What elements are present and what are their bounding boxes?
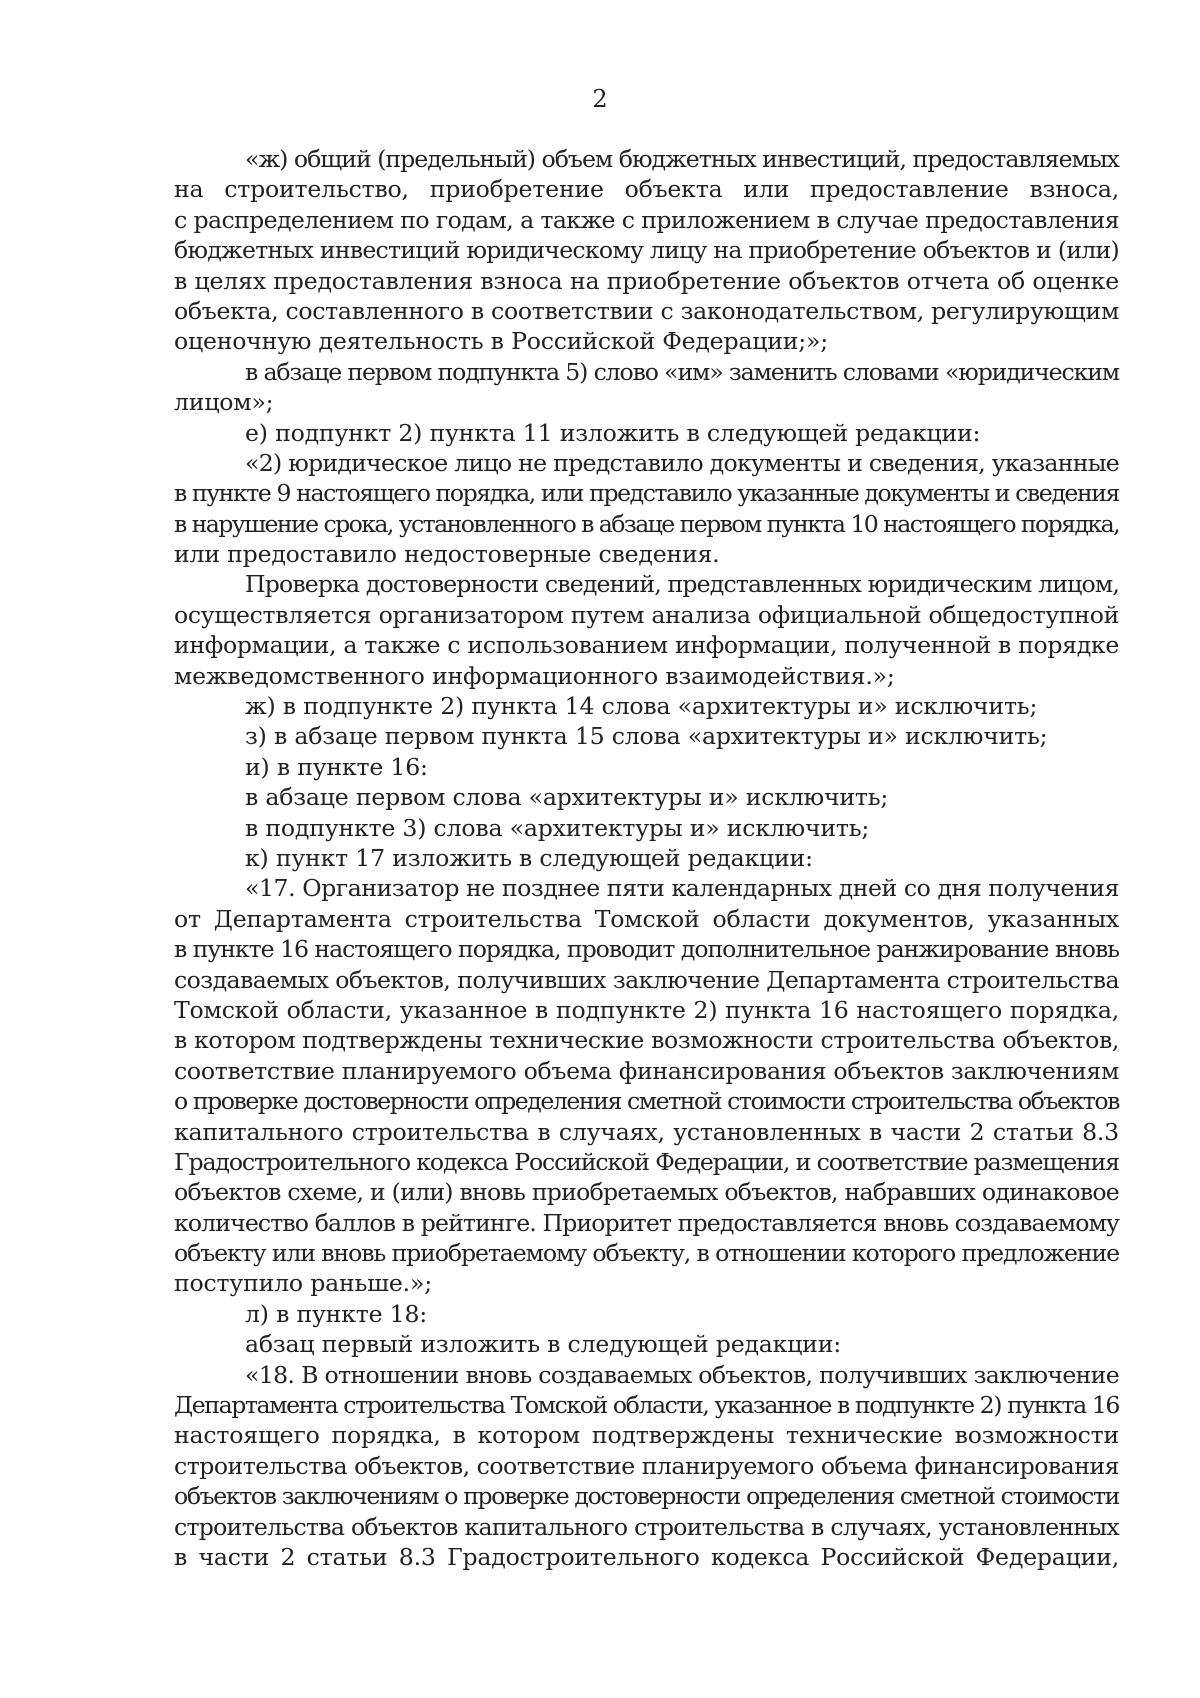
text-line: объекта, составленного в соответствии с законодательством, регулирующим (174, 296, 1119, 325)
text-line: в пункте 16 настоящего порядка, проводит дополнительное ранжирование вновь (174, 935, 1119, 964)
text-line: в котором подтверждены технические возможности строительства объектов, (174, 1026, 1120, 1055)
text-line: с распределением по годам, а также с приложением в случае предоставления (174, 205, 1120, 234)
text-line: или предоставило недостоверные сведения. (174, 540, 720, 569)
text-line: поступило раньше.»; (174, 1269, 432, 1298)
text-line: к) пункт 17 изложить в следующей редакции: (245, 843, 813, 872)
text-line: оценочную деятельность в Российской Федерации;»; (174, 327, 828, 356)
text-line: в части 2 статьи 8.3 Градостроительного кодекса Российской Федерации, (174, 1542, 1119, 1571)
text-line: «17. Организатор не позднее пяти календарных дней со дня получения (245, 874, 1120, 903)
text-line: ж) в подпункте 2) пункта 14 слова «архитектуры и» исключить; (245, 692, 1038, 721)
text-line: Проверка достоверности сведений, представленных юридическим лицом, (245, 570, 1119, 599)
text-line: з) в абзаце первом пункта 15 слова «архитектуры и» исключить; (245, 722, 1048, 751)
text-line: настоящего порядка, в котором подтверждены технические возможности (174, 1421, 1119, 1450)
text-line: объектов заключениям о проверке достоверности определения сметной стоимости (174, 1482, 1120, 1511)
text-line: объектов схеме, и (или) вновь приобретаемых объектов, набравших одинаковое (174, 1178, 1120, 1207)
text-line: в пункте 9 настоящего порядка, или представило указанные документы и сведения (174, 479, 1119, 508)
text-line: капитального строительства в случаях, установленных в части 2 статьи 8.3 (174, 1117, 1119, 1146)
text-line: строительства объектов, соответствие планируемого объема финансирования (174, 1451, 1120, 1480)
text-line: «ж) общий (предельный) объем бюджетных инвестиций, предоставляемых (245, 145, 1119, 173)
text-line: в абзаце первом подпункта 5) слово «им» заменить словами «юридическим (245, 357, 1119, 386)
text-line: бюджетных инвестиций юридическому лицу на приобретение объектов и (или) (174, 236, 1119, 265)
text-line: информации, а также с использованием информации, полученной в порядке (174, 631, 1119, 660)
text-line: е) подпункт 2) пункта 11 изложить в следующей редакции: (245, 418, 981, 447)
text-line: Томской области, указанное в подпункте 2) пункта 16 настоящего порядка, (174, 995, 1120, 1024)
text-line: межведомственного информационного взаимодействия.»; (174, 661, 895, 690)
text-line: в нарушение срока, установленного в абзаце первом пункта 10 настоящего порядка, (174, 509, 1119, 538)
text-line: в целях предоставления взноса на приобретение объектов отчета об оценке (174, 266, 1119, 295)
text-line: на строительство, приобретение объекта или предоставление взноса, (174, 175, 1120, 204)
text-line: строительства объектов капитального строительства в случаях, установленных (174, 1512, 1120, 1541)
text-line: «18. В отношении вновь создаваемых объектов, получивших заключение (245, 1360, 1120, 1389)
text-line: от Департамента строительства Томской области документов, указанных (174, 904, 1120, 933)
text-line: лицом»; (174, 388, 274, 417)
text-line: объекту или вновь приобретаемому объекту, в отношении которого предложение (174, 1239, 1119, 1268)
text-line: соответствие планируемого объема финансирования объектов заключениям (174, 1056, 1119, 1085)
text-line: осуществляется организатором путем анализа официальной общедоступной (174, 600, 1120, 629)
text-line: создаваемых объектов, получивших заключение Департамента строительства (174, 965, 1120, 994)
text-line: в абзаце первом слова «архитектуры и» исключить; (245, 783, 889, 812)
text-line: л) в пункте 18: (245, 1299, 428, 1328)
document-body (174, 144, 1119, 1572)
text-line: и) в пункте 16: (245, 752, 428, 781)
text-line: Градостроительного кодекса Российской Федерации, и соответствие размещения (174, 1147, 1120, 1176)
text-line: в подпункте 3) слова «архитектуры и» исключить; (245, 813, 870, 842)
text-line: «2) юридическое лицо не представило документы и сведения, указанные (245, 448, 1119, 477)
page-number: 2 (592, 85, 608, 113)
text-line: о проверке достоверности определения сметной стоимости строительства объектов (174, 1087, 1119, 1116)
text-line: абзац первый изложить в следующей редакции: (245, 1330, 841, 1359)
text-line: количество баллов в рейтинге. Приоритет предоставляется вновь создаваемому (174, 1208, 1120, 1237)
text-line: Департамента строительства Томской области, указанное в подпункте 2) пункта 16 (174, 1391, 1120, 1420)
